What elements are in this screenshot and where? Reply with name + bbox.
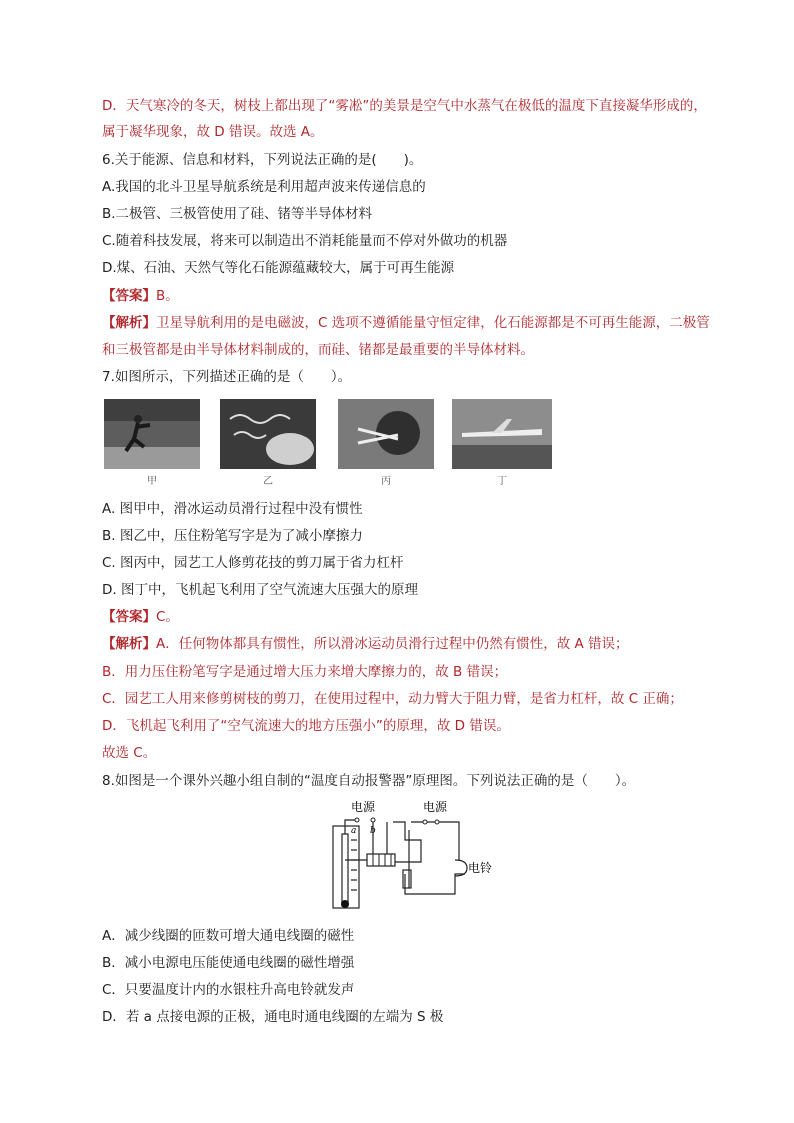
- photo-skater: [104, 399, 200, 469]
- explanation-7: [102, 634, 629, 654]
- explanation-label: 【解析】: [102, 315, 156, 331]
- option-c: C. 图丙中，园艺工人修剪花技的剪刀属于省力杠杆: [102, 555, 404, 571]
- option-d: D. 图丁中，飞机起飞利用了空气流速大压强大的原理: [102, 582, 418, 598]
- question-8: 8.如图是一个课外兴趣小组自制的“温度自动报警器”原理图。下列说法正确的是（ ）。: [102, 773, 636, 789]
- photo-caption: 乙: [263, 476, 273, 487]
- photo-scissors: [338, 399, 434, 469]
- option-b: B．减小电源电压能使通电线圈的磁性增强: [102, 955, 355, 971]
- explanation-text-line: 和三极管都是由半导体材料制成的，而硅、锗都是最重要的半导体材料。: [102, 342, 534, 358]
- photo-caption: 丁: [497, 476, 507, 487]
- photo-chalk: [220, 399, 316, 469]
- mercury-bulb: [341, 900, 349, 908]
- explanation-label: 【解析】: [102, 636, 156, 652]
- power-wire-2: [411, 822, 459, 860]
- explanation-text-line: B．用力压住粉笔写字是通过增大压力来增大摩擦力的，故 B 错误；: [102, 664, 508, 680]
- option-a: A．减少线圈的匝数可增大通电线圈的磁性: [102, 928, 355, 944]
- answer-7: [102, 607, 179, 627]
- explanation-text: A．任何物体都具有惯性，所以滑冰运动员滑行过程中仍然有惯性，故 A 错误；: [156, 636, 629, 652]
- answer-text-line: 属于凝华现象，故 D 错误。故选 A。: [102, 124, 324, 140]
- chalk-image: [220, 399, 316, 469]
- answer-value: C。: [156, 609, 179, 625]
- option-a: A. 图甲中，滑冰运动员滑行过程中没有惯性: [102, 501, 363, 517]
- photo-caption: 甲: [147, 476, 157, 487]
- question-7: 7.如图所示，下列描述正确的是（ ）。: [102, 369, 352, 385]
- explanation-text-line: D．飞机起飞利用了“空气流速大的地方压强小”的原理，故 D 错误。: [102, 718, 510, 734]
- bell-label: 电铃: [468, 861, 493, 875]
- coil-icon: [367, 854, 395, 866]
- answer-6: [102, 286, 179, 306]
- thermometer-tube: [342, 834, 348, 906]
- explanation-text: 卫星导航利用的是电磁波，C 选项不遵循能量守恒定律，化石能源都是不可再生能源，二极管: [156, 315, 710, 331]
- explanation-text-line: 故选 C。: [102, 745, 157, 761]
- point-a-label: a: [351, 826, 357, 836]
- power-label: 电源: [351, 800, 376, 814]
- answer-text-line: D．天气寒冷的冬天，树枝上都出现了“雾凇”的美景是空气中水蒸气在极低的温度下直接凝华形成的，: [102, 98, 707, 114]
- answer-label: 【答案】: [102, 609, 156, 625]
- thermometer-frame: [333, 826, 359, 908]
- bell-wire: [405, 874, 465, 894]
- option-a: A.我国的北斗卫星导航系统是利用超声波来传递信息的: [102, 179, 426, 195]
- power-label: 电源: [423, 800, 448, 814]
- explanation-6: [102, 313, 710, 333]
- answer-label: 【答案】: [102, 288, 156, 304]
- explanation-text-line: C．园艺工人用来修剪树枝的剪刀，在使用过程中，动力臂大于阻力臂，是省力杠杆，故 C 正确；: [102, 691, 683, 707]
- scissors-image: [338, 399, 434, 469]
- photo-airplane: [452, 399, 552, 469]
- option-b: B.二极管、三极管使用了硅、锗等半导体材料: [102, 206, 373, 222]
- answer-value: B。: [156, 288, 179, 304]
- skater-image: [104, 399, 200, 469]
- airplane-image: [452, 399, 552, 469]
- option-d: D．若 a 点接电源的正极，通电时通电线圈的左端为 S 极: [102, 1009, 444, 1025]
- point-b-label: b: [370, 826, 376, 836]
- photo-caption: 丙: [381, 476, 391, 487]
- option-c: C.随着科技发展，将来可以制造出不消耗能量而不停对外做功的机器: [102, 233, 508, 249]
- option-d: D.煤、石油、天然气等化石能源蕴藏较大，属于可再生能源: [102, 260, 455, 276]
- alarm-circuit-diagram: [325, 800, 493, 918]
- option-b: B. 图乙中，压住粉笔写字是为了减小摩擦力: [102, 528, 363, 544]
- question-6: 6.关于能源、信息和材料，下列说法正确的是( )。: [102, 152, 423, 168]
- option-c: C．只要温度计内的水银柱升高电铃就发声: [102, 982, 355, 998]
- contact-block: [403, 870, 411, 888]
